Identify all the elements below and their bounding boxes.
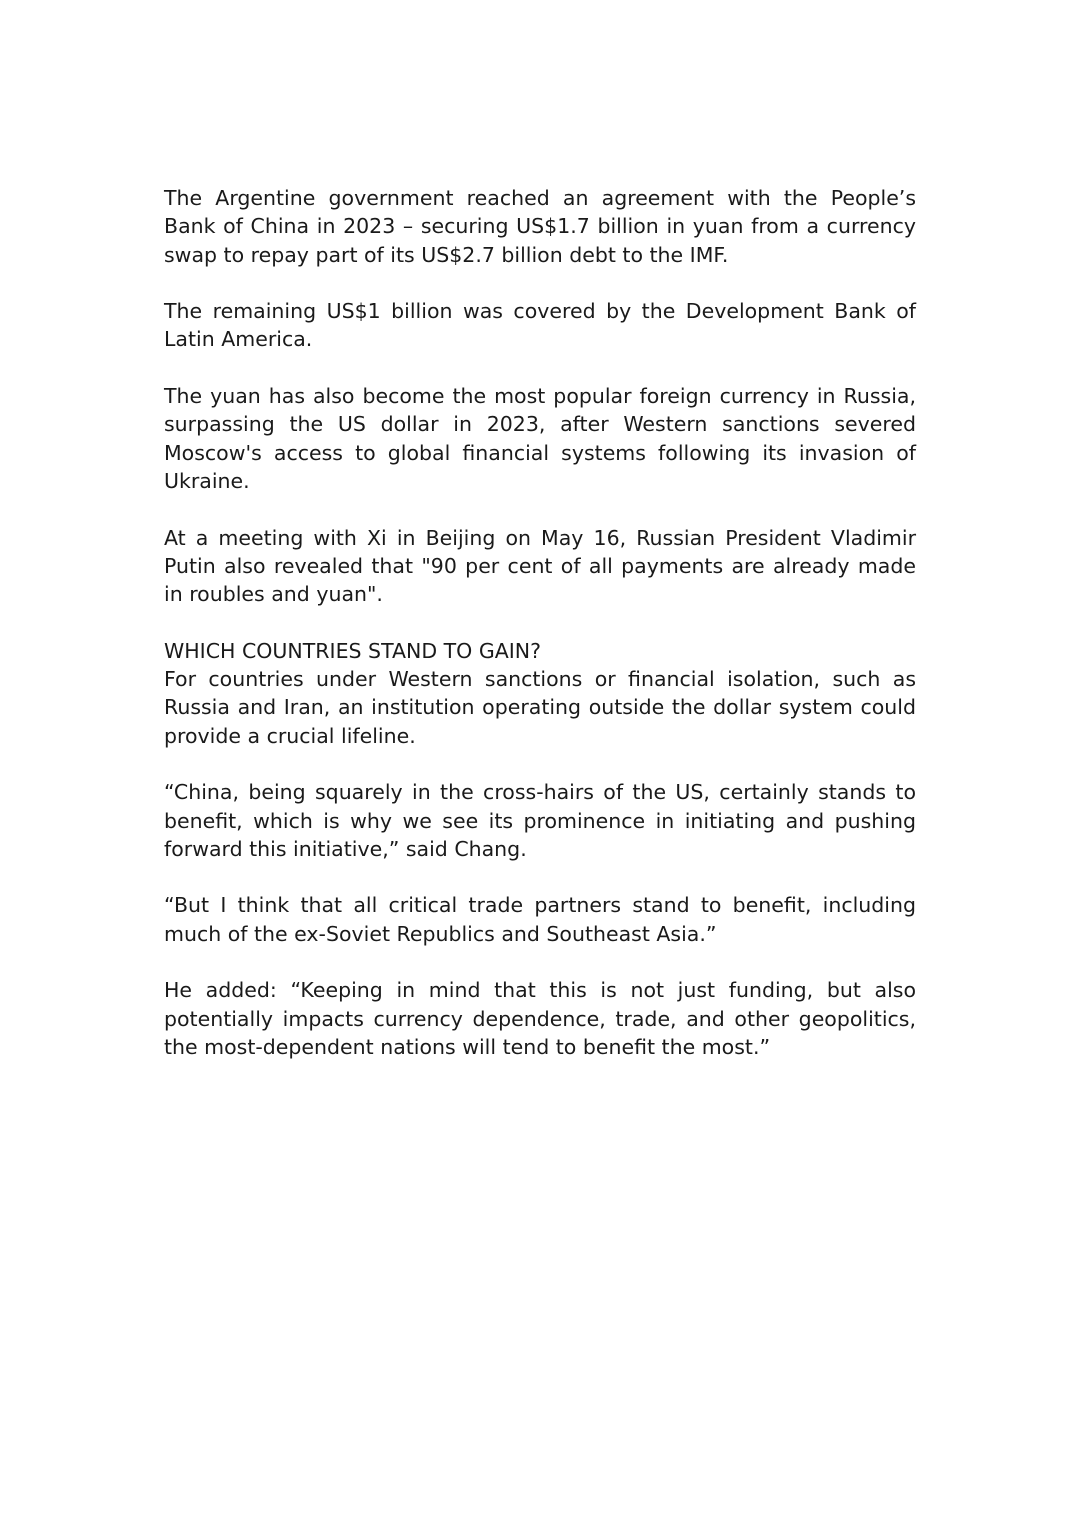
paragraph-sanctioned-countries: For countries under Western sanctions or financial isolation, such as Russia and Iran, an institution operating outside the dollar system could provide a crucial lifeline. xyxy=(164,667,916,748)
article-body xyxy=(164,184,916,1090)
section-heading: WHICH COUNTRIES STAND TO GAIN? xyxy=(164,638,542,663)
paragraph-trade-partners-quote: “But I think that all critical trade partners stand to benefit, including much of the ex-Soviet Republics and Southeast Asia.” xyxy=(164,893,916,946)
paragraph-remaining-billion: The remaining US$1 billion was covered by the Development Bank of Latin America. xyxy=(164,299,916,352)
paragraph-putin-meeting: At a meeting with Xi in Beijing on May 16, Russian President Vladimir Putin also revealed that "90 per cent of all payments are already made in roubles and yuan". xyxy=(164,525,916,607)
paragraph-argentine-swap: The Argentine government reached an agreement with the People’s Bank of China in 2023 – securing US$1.7 billion in yuan from a currency swap to repay part of its US$2.7 billion debt to the IMF. xyxy=(164,186,916,267)
paragraph-yuan-russia: The yuan has also become the most popular foreign currency in Russia, surpassing the US dollar in 2023, after Western sanctions severed Moscow's access to global financial systems following its invasion of Ukraine. xyxy=(164,384,916,493)
paragraph-china-benefit-quote: “China, being squarely in the cross-hairs of the US, certainly stands to benefit, which is why we see its prominence in initiating and pushing forward this initiative,” said Chang. xyxy=(164,780,916,861)
paragraph-dependent-nations-quote: He added: “Keeping in mind that this is not just funding, but also potentially impacts currency dependence, trade, and other geopolitics, the most-dependent nations will tend to benefit the most.” xyxy=(164,978,916,1059)
